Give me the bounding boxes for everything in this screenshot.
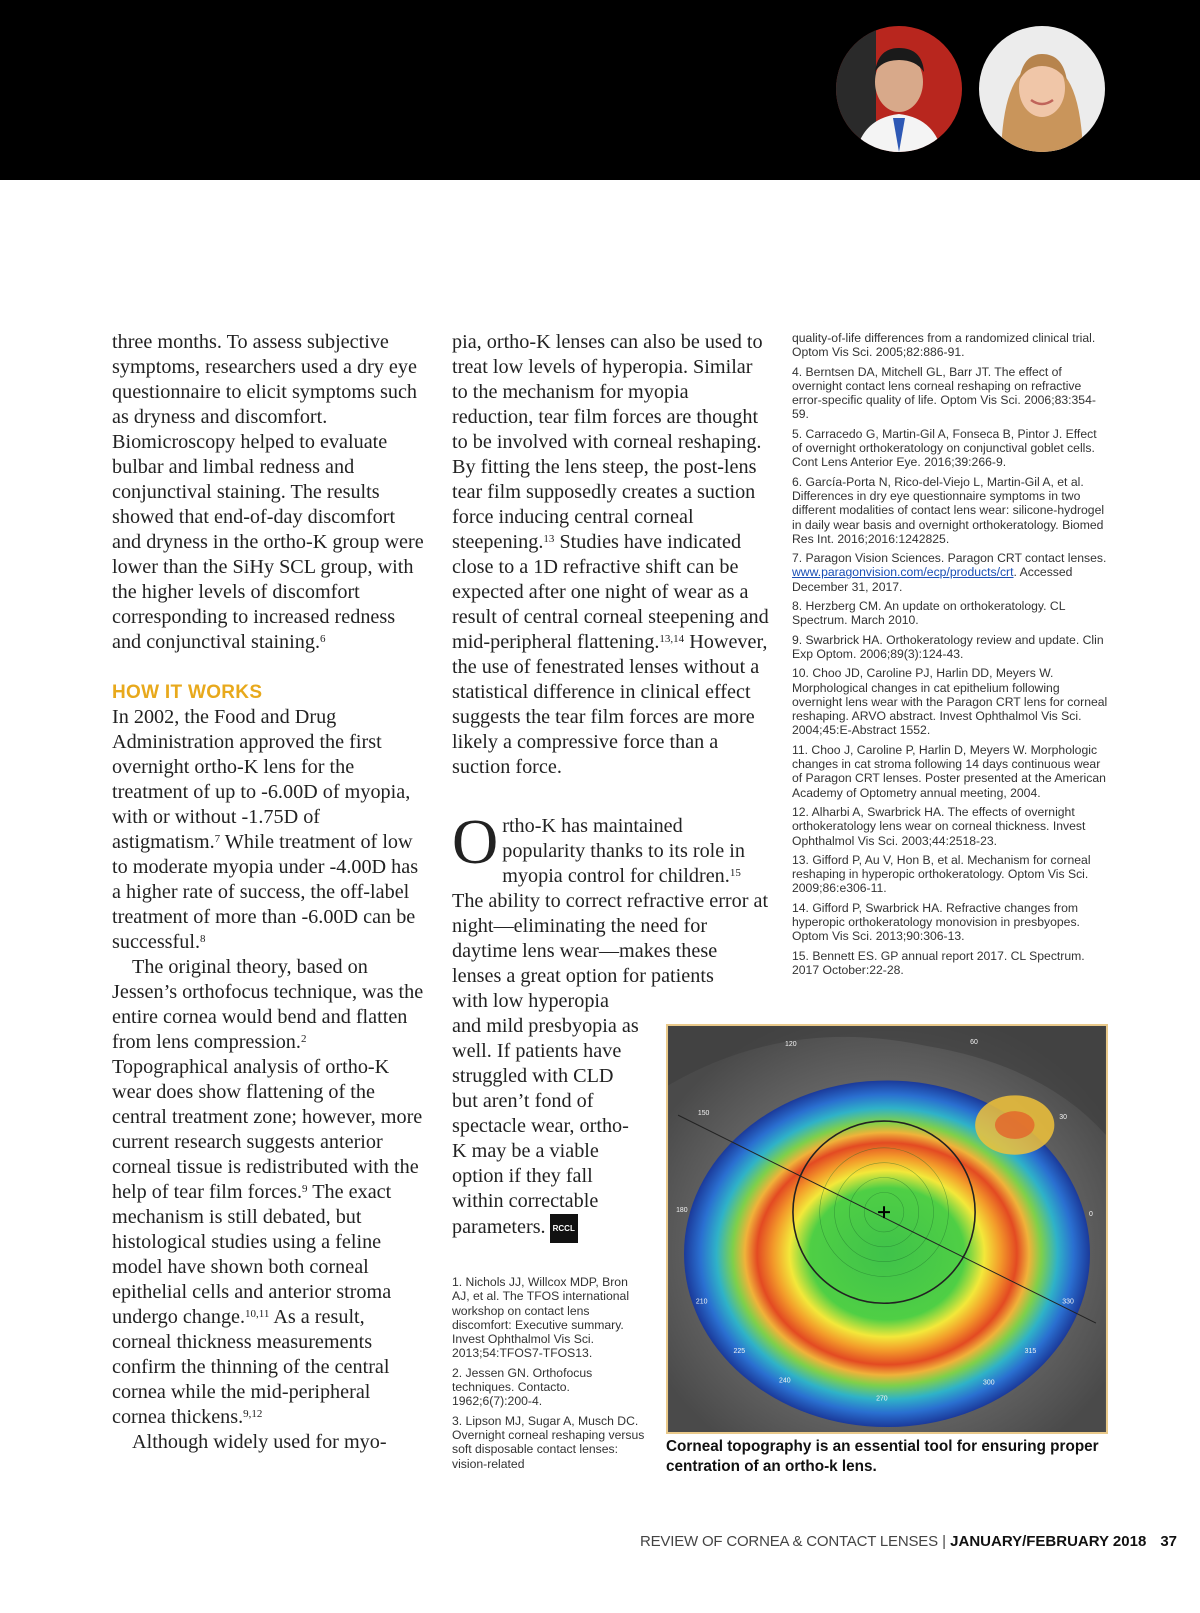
paragraph — [112, 705, 427, 955]
section-heading: HOW IT WORKS — [112, 682, 263, 703]
reference-item: 11. Choo J, Caroline P, Harlin D, Meyers W. Morphologic changes in cat stroma following 14 days continuous wear of Paragon CRT lenses. Poster presented at the American Academy of Optometry annual meeting, 2004. — [792, 742, 1106, 800]
page-number: 37 — [1160, 1533, 1177, 1550]
reference-item: 1. Nichols JJ, Willcox MDP, Bron AJ, et al. The TFOS international workshop on contact lens discomfort: Executive summary. Invest Ophthalmol Vis Sci. 2013;54:TFOS7-TFOS13. — [452, 1275, 630, 1361]
reference-item: 15. Bennett ES. GP annual report 2017. CL Spectrum. 2017 October:22-28. — [792, 948, 1085, 977]
paragraph — [452, 806, 770, 989]
reference-item: 13. Gifford P, Au V, Hon B, et al. Mechanism for corneal reshaping in hyperopic orthokeratology. Optom Vis Sci. 2009;86:e306-11. — [792, 852, 1091, 896]
drop-cap: O — [452, 806, 499, 877]
axis-label: 30 — [1059, 1114, 1068, 1122]
reference-link[interactable]: www.paragonvision.com/ecp/products/crt — [792, 565, 1014, 580]
reference-item: 3. Lipson MJ, Sugar A, Musch DC. Overnight corneal reshaping versus soft disposable contact lenses: vision-related — [452, 1413, 645, 1471]
topography-map-svg — [668, 1026, 1106, 1432]
paragraph-text: with low hyperopia and mild presbyopia as well. If patients have struggled with CLD but aren’t fond of spectacle wear, ortho-K may be a viable option if they fall within correctable parameters. — [452, 990, 639, 1239]
references-list-bottom — [452, 1275, 647, 1476]
paragraph-text: Studies have indicated close to a 1D refractive shift can be expected after one night of wear as a result of central corneal steepening and mid-peripheral flattening. — [452, 531, 769, 653]
paragraph — [452, 989, 642, 1243]
author-photo — [836, 26, 962, 152]
citation-marker: 10,11 — [245, 1308, 270, 1320]
paragraph-text: pia, ortho-K lenses can also be used to treat low levels of hyperopia. Similar to the mechanism for myopia reduction, tear film forces are thought to be involved with corneal reshaping. By fitting the lens steep, the post-lens tear film supposedly creates a suction force inducing central corneal steepening. — [452, 331, 763, 553]
paragraph-text: three months. To assess subjective symptoms, researchers used a dry eye questionnaire to elicit symptoms such as dryness and discomfort. Biomicroscopy helped to evaluate bulbar and limbal redness and conjunctival staining. The results showed that end-of-day discomfort and dryness in the ortho-K group were lower than the SiHy SCL group, with the higher levels of discomfort corresponding to increased redness and conjunctival staining. — [112, 331, 424, 653]
axis-label: 180 — [676, 1207, 688, 1215]
citation-marker: 13 — [543, 533, 555, 545]
citation-marker: 6 — [320, 633, 326, 645]
paragraph — [112, 330, 427, 655]
reference-item: 5. Carracedo G, Martin-Gil A, Fonseca B, Pintor J. Effect of overnight orthokeratology on conjunctival goblet cells. Cont Lens Anterior Eye. 2016;39:266-9. — [792, 426, 1097, 470]
paragraph — [452, 330, 770, 780]
figure-caption: Corneal topography is an essential tool for ensuring proper centration of an ortho-k lens. — [666, 1438, 1099, 1475]
author-photo — [979, 26, 1105, 152]
paragraph-text: While treatment of low to moderate myopia under -4.00D has a higher rate of success, the off-label treatment of more than -6.00D can be successful. — [112, 831, 419, 953]
axis-label: 0 — [1089, 1211, 1093, 1219]
citation-marker: 9 — [302, 1183, 308, 1195]
header-band — [0, 0, 1200, 180]
axis-label: 150 — [697, 1110, 710, 1118]
publication-name: REVIEW OF CORNEA & CONTACT LENSES — [640, 1533, 938, 1550]
reference-item: 10. Choo JD, Caroline PJ, Harlin DD, Meyers W. Morphological changes in cat epithelium following overnight lens wear with the Paragon CRT lens for corneal reshaping. ARVO abstract. Invest Ophthalmol Vis Sci. 2004;45:E-Abstract 1552. — [792, 666, 1108, 738]
page-footer — [640, 1533, 1177, 1550]
reference-item: 12. Alharbi A, Swarbrick HA. The effects of overnight orthokeratology lens wear on corneal thickness. Invest Ophthalmol Vis Sci. 2003;44:2518-23. — [792, 804, 1086, 848]
axis-label: 240 — [779, 1377, 791, 1385]
issue-date: JANUARY/FEBRUARY 2018 — [950, 1533, 1147, 1550]
reference-item: 9. Swarbrick HA. Orthokeratology review and update. Clin Exp Optom. 2006;89(3):124-43. — [792, 632, 1104, 661]
footer-separator: | — [937, 1533, 951, 1550]
paragraph-text: Topographical analysis of ortho-K wear does show flattening of the central treatment zone; however, more current research suggests anterior corneal tissue is redistributed with the help of tear film forces. — [112, 1056, 423, 1203]
reference-item: quality-of-life differences from a randomized clinical trial. Optom Vis Sci. 2005;82:886-91. — [792, 331, 1096, 360]
paragraph-text: However, the use of fenestrated lenses without a statistical difference in clinical effect suggests the tear film forces are more likely a compressive force than a suction force. — [452, 631, 768, 778]
corneal-topography-image — [666, 1024, 1108, 1434]
paragraph-text: The exact mechanism is still debated, but histological studies using a feline model have shown both corneal epithelial cells and anterior stroma undergo change. — [112, 1181, 392, 1328]
axis-label: 270 — [876, 1395, 888, 1403]
paragraph-text: The ability to correct refractive error at night—eliminating the need for daytime lens wear—makes these lenses a great option for patients — [452, 890, 769, 987]
reference-text: 7. Paragon Vision Sciences. Paragon CRT contact lenses. — [792, 551, 1107, 566]
references-list-right — [792, 331, 1110, 982]
paragraph-text: rtho-K has maintained popularity thanks to its role in myopia control for children. — [502, 815, 746, 887]
reference-text: . Accessed December 31, 2017. — [792, 565, 1073, 594]
citation-marker: 2 — [300, 1033, 307, 1045]
column-1 — [112, 330, 427, 1455]
citation-marker: 9,12 — [243, 1408, 263, 1420]
paragraph-text: As a result, corneal thickness measurements confirm the thinning of the central cornea while the mid-peripheral cornea thickens. — [112, 1306, 390, 1428]
citation-marker: 8 — [200, 933, 206, 945]
reference-item — [792, 551, 1110, 594]
reference-item: 4. Berntsen DA, Mitchell GL, Barr JT. The effect of overnight contact lens corneal reshaping on refractive error-specific quality of life. Optom Vis Sci. 2006;83:354-59. — [792, 364, 1096, 422]
axis-label: 120 — [785, 1040, 797, 1048]
reference-item: 6. García-Porta N, Rico-del-Viejo L, Martin-Gil A, et al. Differences in dry eye questionnaire symptoms in two different modalities of contact lens wear: silicone-hydrogel in daily wear basis and overnight orthokeratology. Biomed Res Int. 2016;2016:1242825. — [792, 474, 1105, 546]
reference-item: 2. Jessen GN. Orthofocus techniques. Contacto. 1962;6(7):200-4. — [452, 1365, 593, 1409]
axis-label: 60 — [970, 1038, 978, 1046]
citation-marker: 7 — [214, 833, 221, 845]
axis-label: 315 — [1024, 1347, 1037, 1355]
paragraph — [112, 955, 427, 1430]
axis-label: 330 — [1062, 1298, 1074, 1306]
reference-item: 8. Herzberg CM. An update on orthokeratology. CL Spectrum. March 2010. — [792, 599, 1066, 628]
axis-label: 225 — [733, 1347, 746, 1355]
paragraph-text: In 2002, the Food and Drug Administration approved the first overnight ortho-K lens for the treatment of up to -6.00D of myopia, with or without -1.75D of astigmatism. — [112, 706, 411, 853]
paragraph-text: The original theory, based on Jessen’s orthofocus technique, was the entire cornea would bend and flatten from lens compression. — [112, 956, 424, 1053]
end-of-article-mark: RCCL — [550, 1214, 578, 1243]
citation-marker: 15 — [729, 867, 741, 879]
axis-label: 210 — [695, 1298, 708, 1306]
paragraph: Although widely used for myo- — [132, 1431, 387, 1453]
axis-label: 300 — [983, 1379, 995, 1387]
reference-item: 14. Gifford P, Swarbrick HA. Refractive changes from hyperopic orthokeratology monovision in presbyopes. Optom Vis Sci. 2013;90:306-13. — [792, 900, 1080, 944]
citation-marker: 13,14 — [659, 633, 685, 645]
